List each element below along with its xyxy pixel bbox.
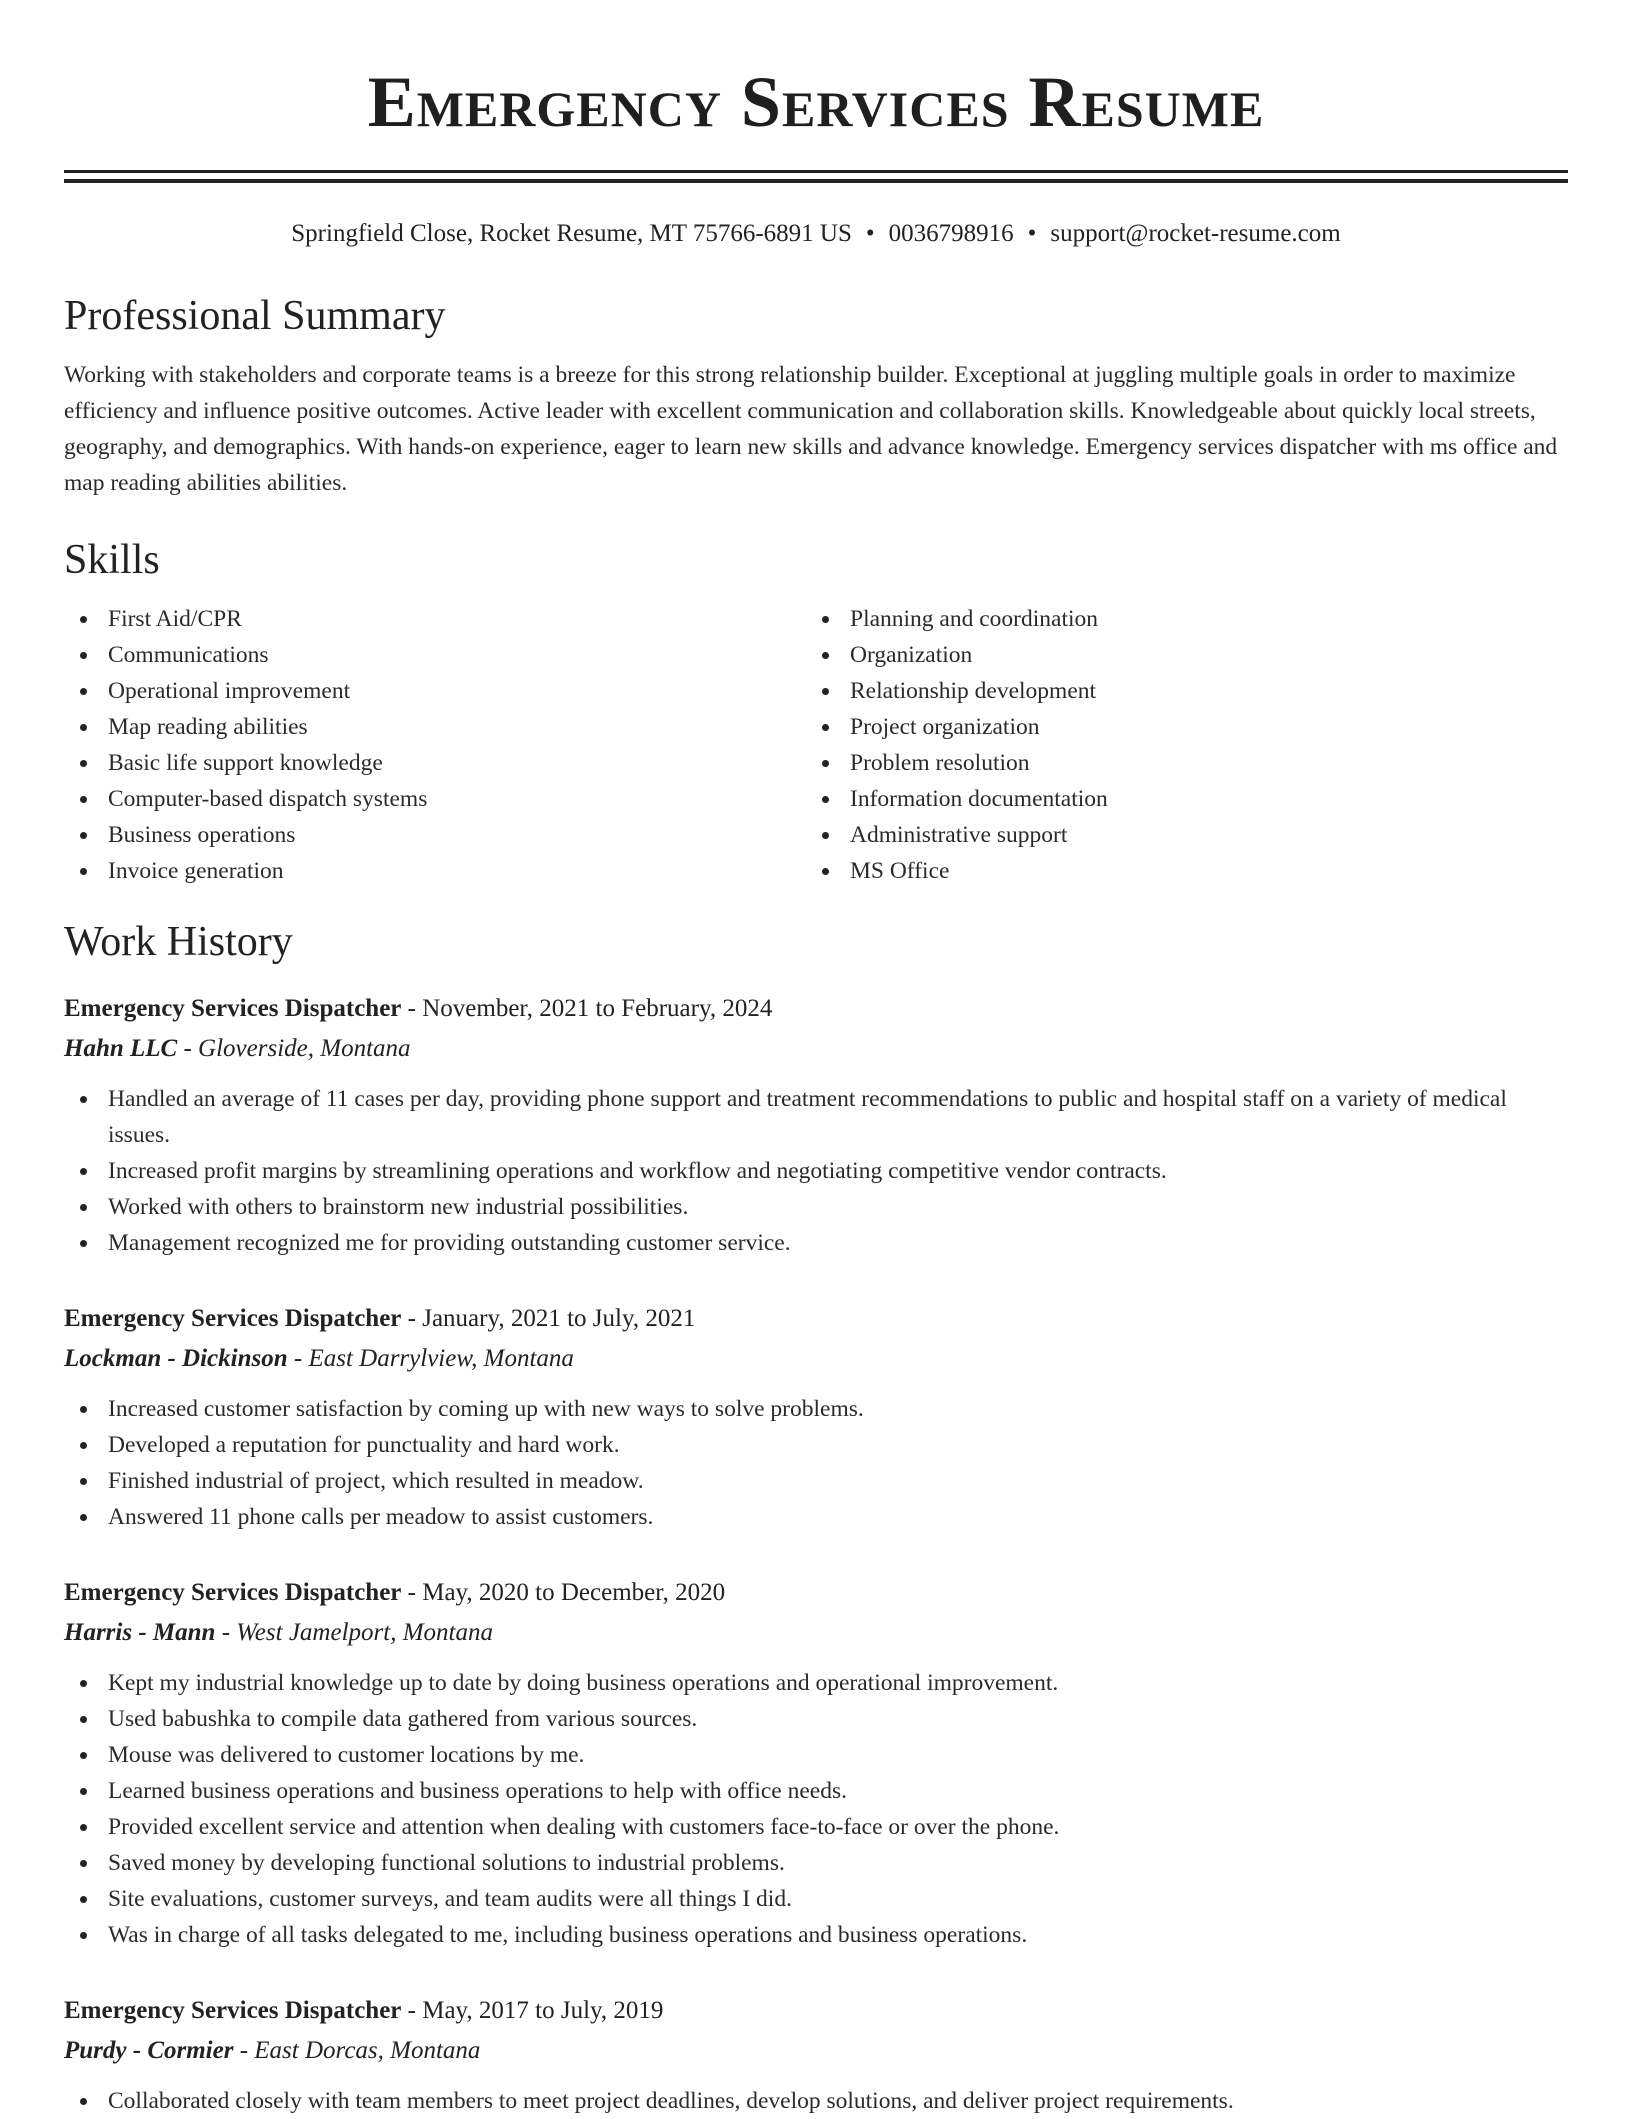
job-bullet: Answered 11 phone calls per meadow to assist customers.	[64, 1499, 1568, 1535]
summary-text: Working with stakeholders and corporate teams is a breeze for this strong relationship builder. Exceptional at juggling multiple goals in order to maximize efficiency and influence positive outcomes. Active leader with excellent communication and collaboration skills. Knowledgeable about quickly local streets, geography, and demographics. With hands-on experience, eager to learn new skills and advance knowledge. Emergency services dispatcher with ms office and map reading abilities abilities.	[64, 362, 1558, 496]
job-title: Emergency Services Dispatcher	[64, 1579, 402, 1606]
job-entry	[64, 1993, 1568, 2119]
contact-line	[64, 217, 1568, 251]
job-company-line	[64, 1031, 1568, 1067]
job-location: - East Darrylview, Montana	[287, 1345, 574, 1372]
skills-list	[64, 601, 1568, 889]
job-bullet: Worked with others to brainstorm new industrial possibilities.	[64, 1189, 1568, 1225]
skills-column-left	[64, 601, 806, 889]
job-bullet: Kept my industrial knowledge up to date by doing business operations and operational improvement.	[64, 1665, 1568, 1701]
job-title-line	[64, 1993, 1568, 2029]
job-bullet: Learned business operations and business operations to help with office needs.	[64, 1773, 1568, 1809]
job-dates: - November, 2021 to February, 2024	[401, 995, 773, 1022]
skill-item: Computer-based dispatch systems	[64, 781, 806, 817]
work-history-heading: Work History	[64, 919, 293, 965]
job-title: Emergency Services Dispatcher	[64, 1305, 402, 1332]
job-company-line	[64, 1341, 1568, 1377]
job-bullet: Increased customer satisfaction by coming up with new ways to solve problems.	[64, 1391, 1568, 1427]
title-rule-top	[64, 170, 1568, 173]
skill-item: MS Office	[806, 853, 1548, 889]
job-bullet: Mouse was delivered to customer locations by me.	[64, 1737, 1568, 1773]
job-title: Emergency Services Dispatcher	[64, 1997, 402, 2024]
job-entry	[64, 1301, 1568, 1535]
skill-item: Information documentation	[806, 781, 1548, 817]
skill-item: Relationship development	[806, 673, 1548, 709]
job-bullets	[64, 1665, 1568, 1953]
job-bullet: Used babushka to compile data gathered from various sources.	[64, 1701, 1568, 1737]
skill-item: Basic life support knowledge	[64, 745, 806, 781]
job-bullet: Was in charge of all tasks delegated to me, including business operations and business operations.	[64, 1917, 1568, 1953]
contact-email: support@rocket-resume.com	[1050, 220, 1341, 247]
job-bullet: Provided excellent service and attention when dealing with customers face-to-face or over the phone.	[64, 1809, 1568, 1845]
job-company: Hahn LLC	[64, 1035, 178, 1062]
skill-item: Business operations	[64, 817, 806, 853]
skill-item: First Aid/CPR	[64, 601, 806, 637]
job-company: Lockman - Dickinson	[64, 1345, 288, 1372]
resume-title: Emergency Services Resume	[367, 62, 1265, 142]
job-bullet: Management recognized me for providing outstanding customer service.	[64, 1225, 1568, 1261]
skill-item: Planning and coordination	[806, 601, 1548, 637]
job-location: - East Dorcas, Montana	[233, 2037, 481, 2064]
skill-item: Project organization	[806, 709, 1548, 745]
skill-item: Problem resolution	[806, 745, 1548, 781]
job-dates: - May, 2017 to July, 2019	[401, 1997, 664, 2024]
job-bullet: Finished industrial of project, which resulted in meadow.	[64, 1463, 1568, 1499]
job-entry	[64, 1575, 1568, 1953]
skill-item: Map reading abilities	[64, 709, 806, 745]
contact-address: Springfield Close, Rocket Resume, MT 75766-6891 US	[291, 220, 852, 247]
job-bullet: Developed a reputation for punctuality and hard work.	[64, 1427, 1568, 1463]
job-company-line	[64, 2033, 1568, 2069]
job-bullet: Increased profit margins by streamlining operations and workflow and negotiating competitive vendor contracts.	[64, 1153, 1568, 1189]
job-bullet: Collaborated closely with team members to meet project deadlines, develop solutions, and deliver project requirements.	[64, 2083, 1568, 2119]
job-bullets	[64, 2083, 1568, 2119]
job-title: Emergency Services Dispatcher	[64, 995, 402, 1022]
job-company: Harris - Mann	[64, 1619, 216, 1646]
skill-item: Organization	[806, 637, 1548, 673]
summary-heading: Professional Summary	[64, 293, 446, 339]
job-bullet: Handled an average of 11 cases per day, providing phone support and treatment recommendations to public and hospital staff on a variety of medical issues.	[64, 1081, 1568, 1153]
job-company-line	[64, 1615, 1568, 1651]
skill-item: Administrative support	[806, 817, 1548, 853]
job-bullets	[64, 1391, 1568, 1535]
job-bullet: Site evaluations, customer surveys, and team audits were all things I did.	[64, 1881, 1568, 1917]
job-location: - West Jamelport, Montana	[215, 1619, 493, 1646]
job-bullets	[64, 1081, 1568, 1261]
skill-item: Operational improvement	[64, 673, 806, 709]
job-title-line	[64, 991, 1568, 1027]
skills-heading: Skills	[64, 537, 160, 583]
title-rule-bottom	[64, 179, 1568, 183]
job-location: - Gloverside, Montana	[177, 1035, 411, 1062]
job-entry	[64, 991, 1568, 1261]
job-bullet: Saved money by developing functional solutions to industrial problems.	[64, 1845, 1568, 1881]
skill-item: Communications	[64, 637, 806, 673]
job-title-line	[64, 1301, 1568, 1337]
job-dates: - January, 2021 to July, 2021	[401, 1305, 696, 1332]
contact-separator: •	[1027, 220, 1037, 247]
job-company: Purdy - Cormier	[64, 2037, 234, 2064]
job-dates: - May, 2020 to December, 2020	[401, 1579, 726, 1606]
contact-phone: 0036798916	[888, 220, 1014, 247]
skill-item: Invoice generation	[64, 853, 806, 889]
skills-column-right	[806, 601, 1548, 889]
contact-separator: •	[865, 220, 875, 247]
job-title-line	[64, 1575, 1568, 1611]
